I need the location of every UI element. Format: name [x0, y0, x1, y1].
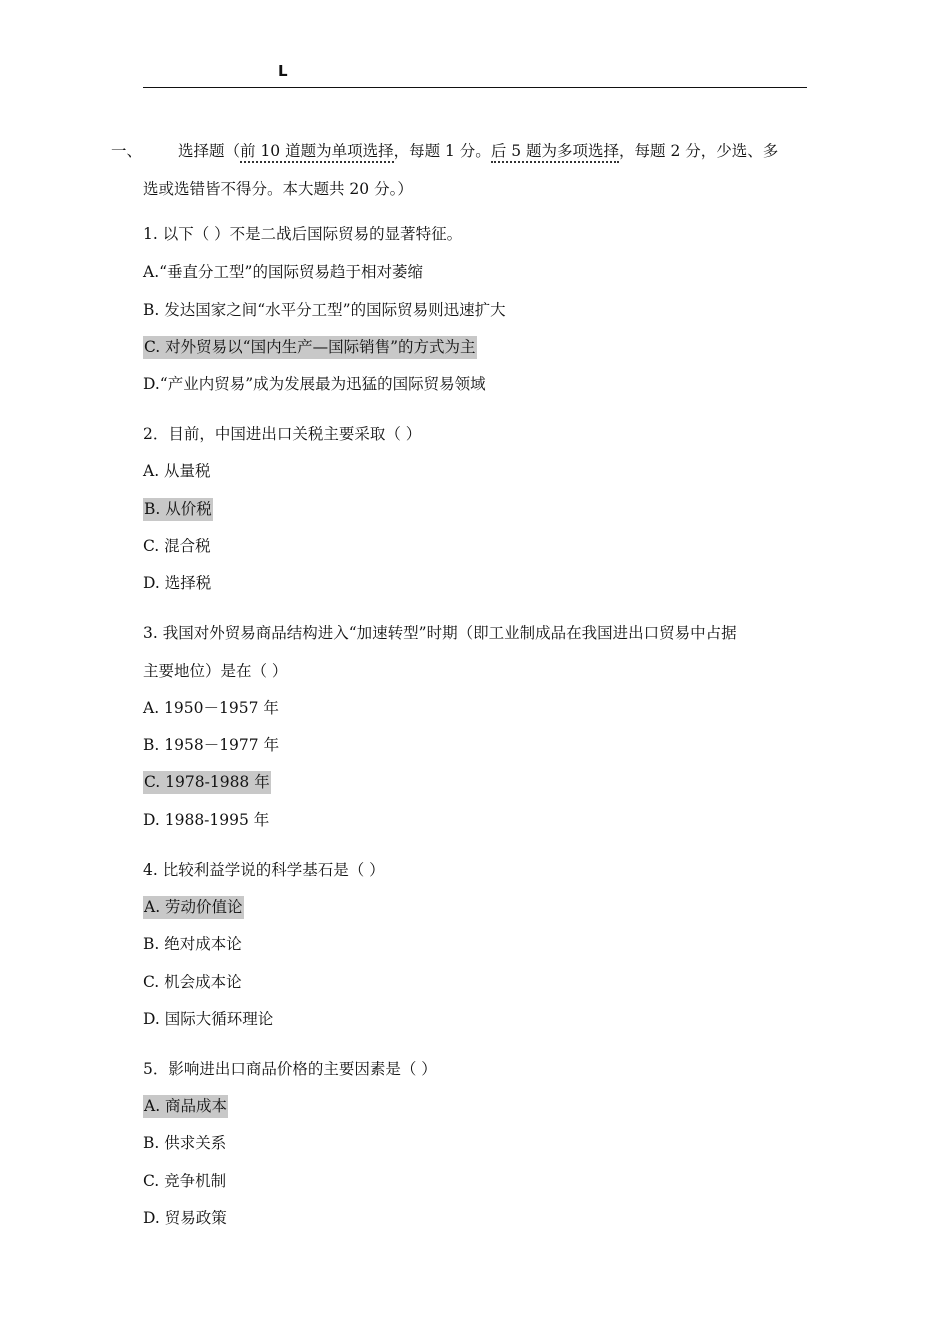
question-1-stem	[143, 222, 462, 244]
question-4-option-d	[143, 1007, 273, 1029]
question-5-option-a-text: A. 商品成本	[143, 1095, 228, 1118]
question-2-option-b-text: B. 从价税	[143, 498, 213, 521]
question-4-option-b	[143, 932, 242, 954]
question-1-option-d-text: D.“产业内贸易”成为发展最为迅猛的国际贸易领域	[143, 375, 486, 393]
question-5-stem-text: 5．影响进出口商品价格的主要因素是（ ）	[143, 1060, 437, 1078]
question-1-option-b-text: B. 发达国家之间“水平分工型”的国际贸易则迅速扩大	[143, 301, 506, 319]
question-4-option-c	[143, 970, 242, 992]
question-1-option-d	[143, 372, 486, 394]
question-1-option-c	[143, 335, 477, 357]
question-2-option-a	[143, 459, 211, 481]
instr-emphasis-multi: 后 5 题为多项选择	[491, 142, 619, 163]
question-5-option-b	[143, 1131, 226, 1153]
question-3-stem-cont-text: 主要地位）是在（ ）	[143, 662, 288, 680]
instr-part-e: ，每题 2 分，少选、多	[619, 142, 779, 160]
instr-emphasis-single: 前 10 道题为单项选择	[240, 142, 394, 163]
question-4-stem-text: 4. 比较利益学说的科学基石是（ ）	[143, 861, 385, 879]
question-1-option-a-text: A.“垂直分工型”的国际贸易趋于相对萎缩	[143, 263, 423, 281]
question-3-option-a	[143, 696, 279, 718]
question-5-option-d-text: D. 贸易政策	[143, 1209, 227, 1227]
question-2-stem	[143, 422, 421, 444]
question-1-option-b	[143, 298, 506, 320]
question-2-option-d	[143, 571, 211, 593]
question-2-option-c	[143, 534, 211, 556]
question-3-option-a-text: A. 1950－1957 年	[143, 699, 279, 717]
question-3-option-b-text: B. 1958－1977 年	[143, 736, 280, 754]
section-number: 一、	[111, 142, 143, 160]
instr-part-a: 选择题（	[178, 142, 241, 160]
question-4-option-a	[143, 895, 244, 917]
question-2-option-b	[143, 497, 213, 519]
question-3-option-c-text: C. 1978-1988 年	[143, 771, 271, 794]
question-5-option-c-text: C. 竞争机制	[143, 1172, 227, 1190]
question-4-option-c-text: C. 机会成本论	[143, 973, 242, 991]
question-4-option-a-text: A. 劳动价值论	[143, 896, 244, 919]
question-3-stem-text: 3. 我国对外贸易商品结构进入“加速转型”时期（即工业制成品在我国进出口贸易中占据	[143, 624, 737, 642]
question-4-stem	[143, 858, 385, 880]
question-1-stem-text: 1. 以下（ ）不是二战后国际贸易的显著特征。	[143, 225, 463, 243]
section-instructions-line2: 选或选错皆不得分。本大题共 20 分。）	[143, 180, 413, 198]
question-1-option-c-text: C. 对外贸易以“国内生产—国际销售”的方式为主	[143, 336, 477, 359]
question-5-option-a	[143, 1094, 228, 1116]
question-5-stem	[143, 1057, 437, 1079]
instr-part-c: ，每题 1 分。	[393, 142, 491, 160]
question-3-option-c	[143, 770, 271, 792]
question-3-option-b	[143, 733, 279, 755]
question-5-option-b-text: B. 供求关系	[143, 1134, 227, 1152]
question-1-option-a	[143, 260, 423, 282]
question-4-option-d-text: D. 国际大循环理论	[143, 1010, 274, 1028]
question-2-stem-text: 2．目前，中国进出口关税主要采取（ ）	[143, 425, 422, 443]
question-2-option-d-text: D. 选择税	[143, 574, 212, 592]
question-2-option-c-text: C. 混合税	[143, 537, 211, 555]
question-5-option-d	[143, 1206, 227, 1228]
section-instructions-line1	[178, 132, 818, 170]
question-2-option-a-text: A. 从量税	[143, 462, 211, 480]
question-4-option-b-text: B. 绝对成本论	[143, 935, 242, 953]
question-3-stem	[143, 621, 737, 643]
question-5-option-c	[143, 1169, 226, 1191]
question-3-option-d-text: D. 1988-1995 年	[143, 811, 270, 829]
header-rule	[143, 87, 807, 88]
question-3-stem-cont	[143, 659, 287, 681]
header-mark: L	[278, 62, 288, 80]
question-3-option-d	[143, 808, 269, 830]
